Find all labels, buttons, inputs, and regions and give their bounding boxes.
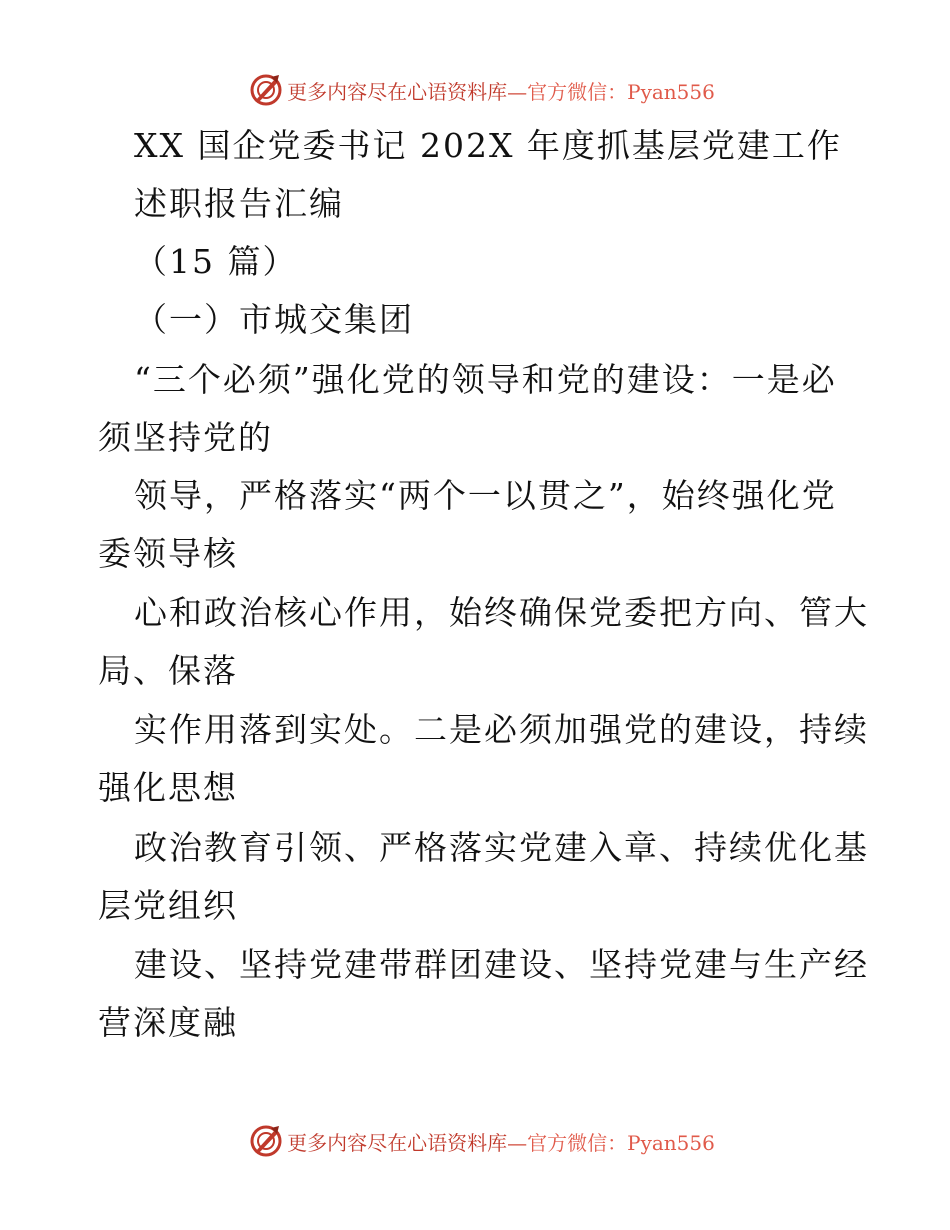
body-line: 强化思想 [98, 768, 238, 807]
watermark-text [287, 1127, 715, 1156]
body-line: 实作用落到实处。二是必须加强党的建设，持续 [134, 710, 869, 749]
quill-logo-icon [249, 73, 283, 107]
document-count: （15 篇） [134, 242, 298, 281]
body-line: 心和政治核心作用，始终确保党委把方向、管大 [134, 593, 869, 632]
document-title-line-2: 述职报告汇编 [134, 184, 344, 223]
document-title-line-1: XX 国企党委书记 202X 年度抓基层党建工作 [134, 126, 842, 165]
body-line: 局、保落 [98, 651, 238, 690]
quill-logo-icon [249, 1124, 283, 1158]
body-line: 层党组织 [98, 886, 238, 925]
body-line: 领导，严格落实“两个一以贯之”，始终强化党 [134, 476, 837, 515]
body-line: 政治教育引领、严格落实党建入章、持续优化基 [134, 828, 869, 867]
body-line: 须坚持党的 [98, 418, 273, 457]
watermark-content [249, 1124, 715, 1158]
watermark-slogan: 更多内容尽在心语资料库 [287, 79, 508, 104]
body-line: “三个必须”强化党的领导和党的建设：一是必 [134, 360, 837, 399]
watermark-dash: — [507, 1130, 528, 1155]
footer-watermark [0, 1121, 950, 1161]
body-line: 建设、坚持党建带群团建设、坚持党建与生产经 [134, 945, 869, 984]
body-line: 委领导核 [98, 534, 238, 573]
watermark-slogan: 更多内容尽在心语资料库 [287, 1130, 508, 1155]
watermark-contact: 官方微信：Pyan556 [527, 79, 715, 104]
watermark-dash: — [507, 79, 528, 104]
watermark-contact: 官方微信：Pyan556 [527, 1130, 715, 1155]
watermark-content [249, 73, 715, 107]
body-line: 营深度融 [98, 1003, 238, 1042]
header-watermark [0, 70, 950, 110]
watermark-text [287, 76, 715, 105]
section-heading: （一）市城交集团 [134, 300, 414, 339]
